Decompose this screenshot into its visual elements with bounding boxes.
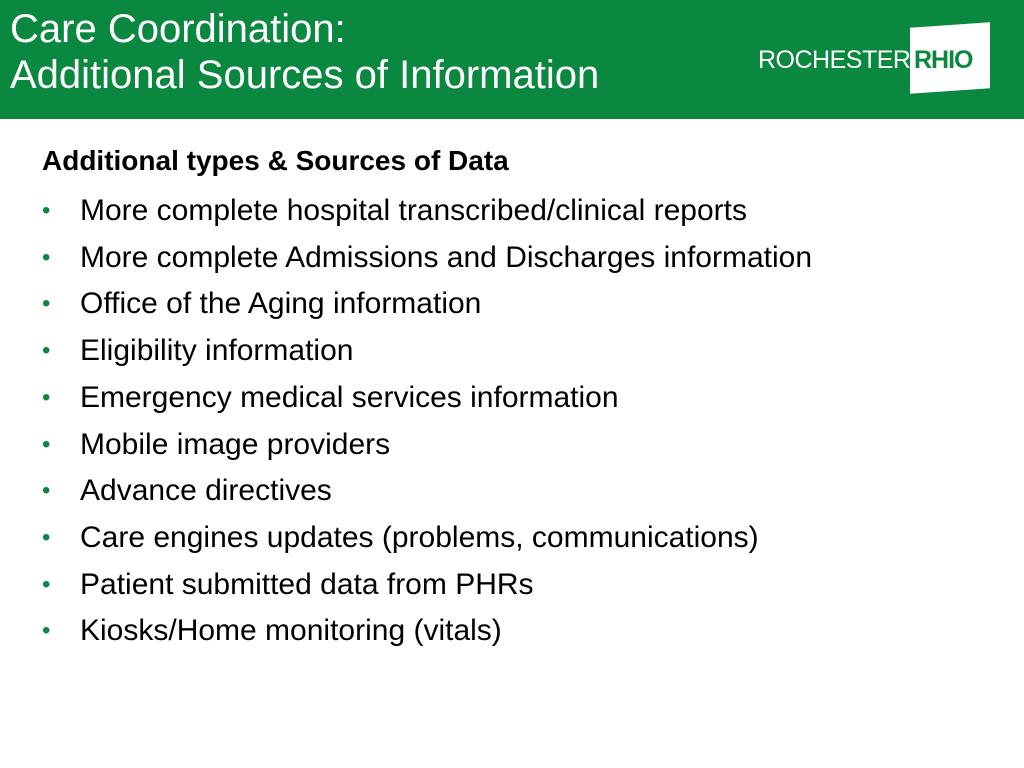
slide-title-line-2: Additional Sources of Information: [10, 53, 600, 97]
bullet-text: Patient submitted data from PHRs: [80, 567, 534, 601]
bullet-icon: •: [42, 290, 51, 318]
slide-content: [42, 142, 1002, 655]
bullet-text: Kiosks/Home monitoring (vitals): [80, 614, 502, 648]
bullet-item: [42, 188, 1002, 235]
bullet-text: Office of the Aging information: [80, 287, 482, 321]
slide-title: [10, 6, 599, 98]
logo-text-rhio: RHIO: [914, 46, 973, 74]
bullet-text: Care engines updates (problems, communications): [80, 520, 759, 554]
bullet-item: [42, 422, 1002, 469]
bullet-item: [42, 608, 1002, 655]
slide-title-line-1: Care Coordination:: [10, 7, 346, 51]
bullet-item: [42, 281, 1002, 328]
bullet-list: [42, 188, 1002, 655]
bullet-icon: •: [42, 337, 51, 365]
bullet-text: More complete hospital transcribed/clinical reports: [80, 194, 747, 227]
bullet-icon: •: [42, 523, 51, 551]
bullet-text: Advance directives: [80, 474, 332, 508]
bullet-item: [42, 375, 1002, 422]
rochester-rhio-logo: [758, 25, 990, 91]
bullet-text: Emergency medical services information: [80, 380, 619, 414]
bullet-item: [42, 562, 1002, 609]
bullet-icon: •: [42, 570, 51, 598]
bullet-text: Mobile image providers: [80, 427, 391, 461]
bullet-item: [42, 468, 1002, 515]
bullet-item: [42, 328, 1002, 375]
bullet-icon: •: [42, 243, 51, 271]
bullet-icon: •: [42, 477, 51, 505]
bullet-icon: •: [42, 383, 51, 411]
bullet-icon: •: [42, 617, 51, 645]
slide-header: [0, 0, 1024, 119]
bullet-text: More complete Admissions and Discharges information: [80, 240, 812, 274]
bullet-icon: •: [42, 430, 51, 458]
content-subheading: Additional types & Sources of Data: [42, 145, 509, 176]
bullet-item: [42, 515, 1002, 562]
bullet-icon: •: [42, 197, 51, 224]
bullet-text: Eligibility information: [80, 334, 354, 368]
logo-text-rochester: ROCHESTER: [758, 46, 911, 74]
bullet-item: [42, 235, 1002, 282]
